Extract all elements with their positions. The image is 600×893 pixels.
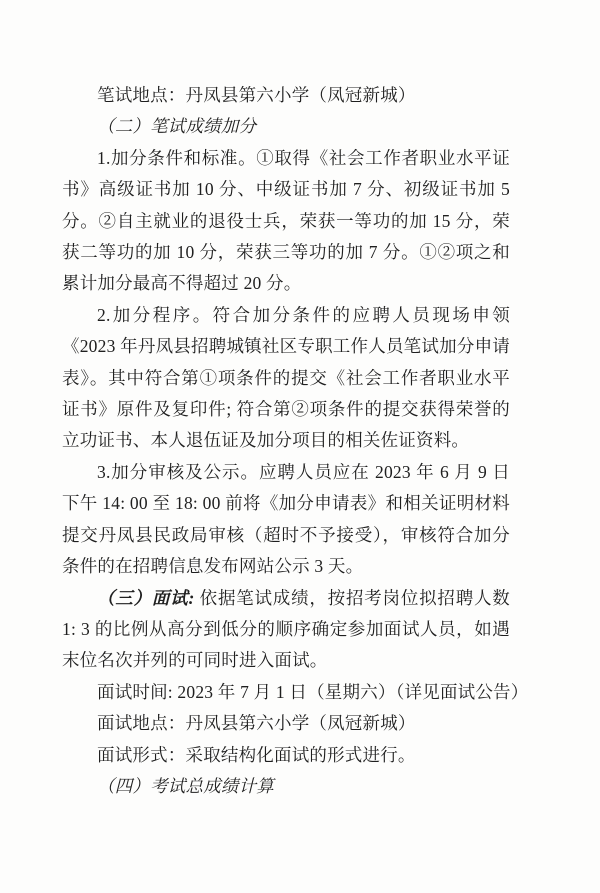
text-run: 3.加分审核及公示。应聘人员应在 2023 年 6 月 9 日下午 14: 00 至 18: 00 前将《加分申请表》和相关证明材料提交丹凤县民政局审核（超时不予接受），审核符合加分条件的在招聘信息发布网站公示 3 天。 bbox=[62, 461, 510, 577]
heading-run: （三）面试: bbox=[97, 587, 195, 608]
text-run: 1.加分条件和标准。①取得《社会工作者职业水平证书》高级证书加 10 分、中级证书加 7 分、初级证书加 5 分。②自主就业的退役士兵，荣获一等功的加 15 分，荣获二等功的加 10 分，荣获三等功的加 7 分。①②项之和累计加分最高不得超过 20 分。 bbox=[62, 147, 510, 294]
heading-run: （二）笔试成绩加分 bbox=[97, 116, 257, 137]
text-run: 笔试地点：丹凤县第六小学（凤冠新城） bbox=[97, 85, 416, 105]
document-body bbox=[62, 80, 529, 802]
interview-paragraph bbox=[62, 583, 510, 677]
text-run: 2.加分程序。符合加分条件的应聘人员现场申领《2023 年丹凤县招聘城镇社区专职工作人员笔试加分申请表》。其中符合第①项条件的提交《社会工作者职业水平证书》原件及复印件; 符合第②项条件的提交获得荣誉的立功证书、本人退伍证及加分项目的相关佐证资料。 bbox=[62, 304, 510, 451]
text-run: 面试地点：丹凤县第六小学（凤冠新城） bbox=[97, 713, 416, 734]
interview-format-line bbox=[62, 740, 510, 771]
bonus-review-publicity-paragraph bbox=[62, 457, 510, 583]
section-heading-written-test-bonus bbox=[62, 111, 510, 142]
bonus-procedure-paragraph bbox=[62, 300, 510, 457]
interview-time-line bbox=[62, 677, 529, 708]
interview-location-line bbox=[62, 708, 510, 739]
bonus-conditions-paragraph bbox=[62, 143, 510, 300]
text-run: 面试形式：采取结构化面试的形式进行。 bbox=[97, 744, 416, 765]
written-test-location-line bbox=[62, 80, 510, 111]
heading-run: （四）考试总成绩计算 bbox=[97, 775, 274, 796]
text-run: 面试时间: 2023 年 7 月 1 日（星期六）（详见面试公告） bbox=[97, 681, 529, 702]
text-run: 依据笔试成绩，按招考岗位拟招聘人数 1: 3 的比例从高分到低分的顺序确定参加面试人员，如遇末位名次并列的可同时进入面试。 bbox=[62, 587, 510, 671]
section-heading-total-score-calculation bbox=[62, 771, 510, 802]
